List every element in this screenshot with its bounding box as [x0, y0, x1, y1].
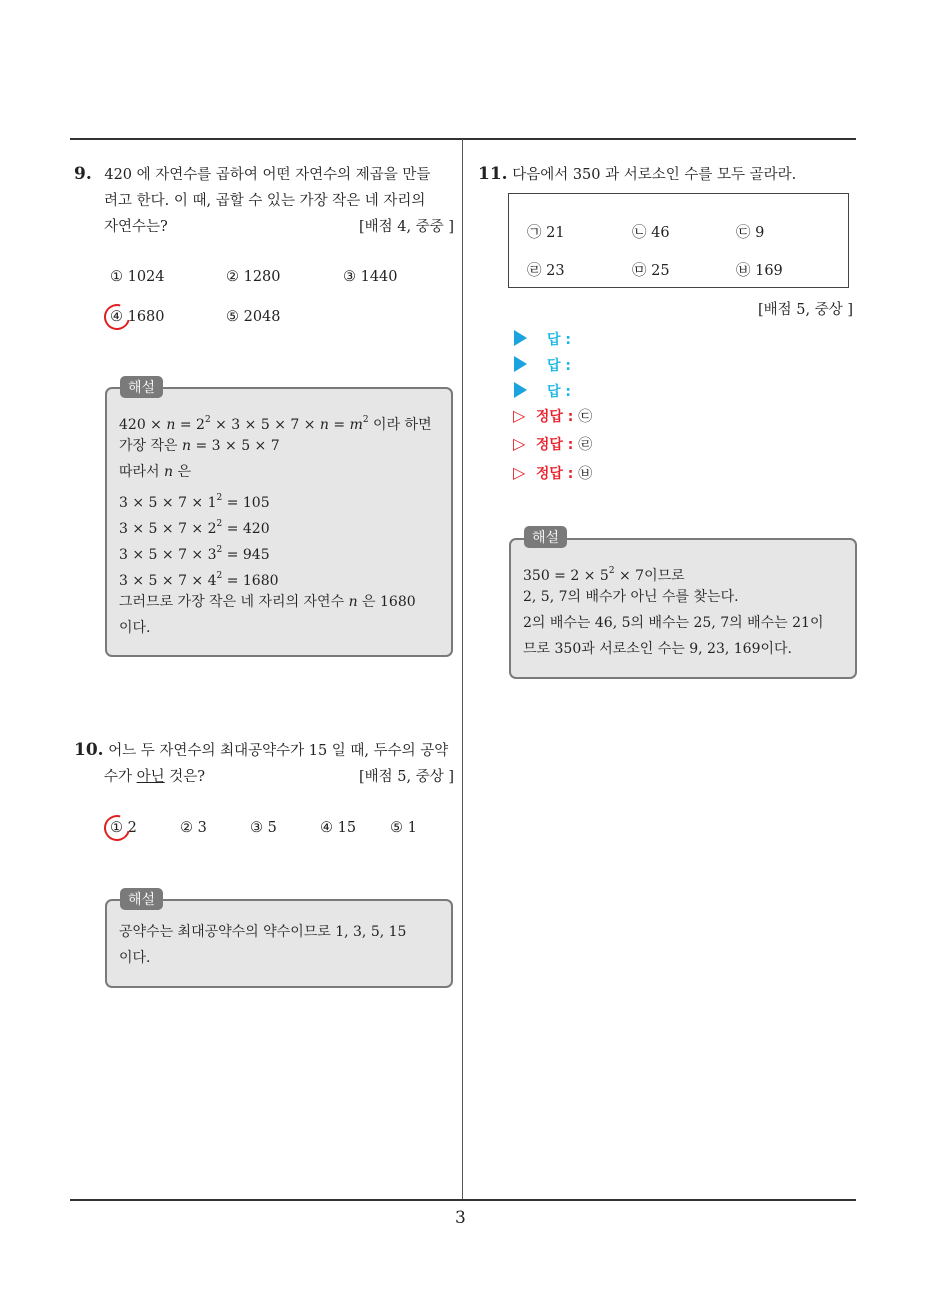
explanation-line: 므로 350과 서로소인 수는 9, 23, 169이다.	[523, 641, 792, 657]
question-text: 어느 두 자연수의 최대공약수가 15 일 때, 두수의 공약	[108, 743, 449, 759]
play-arrow-icon	[514, 382, 527, 398]
choice-3[interactable]: ③ 1440	[343, 269, 398, 285]
bottom-rule	[70, 1199, 856, 1201]
top-rule	[70, 138, 856, 140]
choice-5[interactable]: ⑤ 2048	[226, 309, 281, 325]
answer-row[interactable]	[514, 355, 571, 375]
option-digeut[interactable]: ㉢ 9	[736, 225, 765, 241]
question-number: 10.	[74, 740, 104, 760]
correct-label: 정답 :	[535, 409, 574, 425]
explanation-line: 2의 배수는 46, 5의 배수는 25, 7의 배수는 21이	[523, 615, 824, 631]
explanation-line: $3 \times 5 \times 7 \times 4^2 = 1680$	[119, 571, 279, 589]
correct-answer-row	[513, 406, 592, 426]
question-number: 9.	[74, 164, 92, 184]
correct-answer-row	[513, 434, 592, 454]
choice-5[interactable]: ⑤ 1	[390, 820, 417, 836]
choice-3[interactable]: ③ 5	[250, 820, 277, 836]
option-bieup[interactable]: ㉥ 169	[736, 263, 783, 279]
choice-2[interactable]: ② 1280	[226, 269, 281, 285]
explanation-box	[105, 899, 453, 988]
score-label: [배점 5, 중상 ]	[358, 769, 454, 785]
answer-label: 답 :	[547, 358, 571, 374]
outline-triangle-icon: ▷	[513, 406, 526, 425]
option-mieum[interactable]: ㉤ 25	[632, 263, 670, 279]
question-9	[74, 161, 454, 240]
score-label: [배점 5, 중상 ]	[758, 302, 854, 318]
question-text: 420 에 자연수를 곱하여 어떤 자연수의 제곱을 만들	[104, 167, 431, 183]
explanation-line: 공약수는 최대공약수의 약수이므로 1, 3, 5, 15	[119, 924, 407, 940]
correct-answer: ㉢	[578, 409, 593, 425]
question-text: 자연수는?	[104, 219, 168, 235]
question-number: 11.	[478, 164, 508, 184]
answer-row[interactable]	[514, 329, 571, 349]
explanation-box	[105, 387, 453, 657]
answer-row[interactable]	[514, 381, 571, 401]
answer-label: 답 :	[547, 332, 571, 348]
correct-answer: ㉣	[578, 437, 593, 453]
answer-label: 답 :	[547, 384, 571, 400]
choice-4[interactable]: ④ 15	[320, 820, 357, 836]
choice-4[interactable]: ④ 1680	[110, 309, 165, 325]
explanation-line: $3 \times 5 \times 7 \times 3^2 = 945$	[119, 545, 270, 563]
correct-label: 정답 :	[535, 437, 574, 453]
question-text: 려고 한다. 이 때, 곱할 수 있는 가장 작은 네 자리의	[104, 193, 426, 209]
option-nieun[interactable]: ㉡ 46	[632, 225, 670, 241]
explanation-line: 따라서 n 은	[119, 464, 192, 480]
option-rieul[interactable]: ㉣ 23	[527, 263, 565, 279]
explanation-tag: 해설	[524, 526, 567, 548]
question-text: 수가	[104, 769, 137, 785]
option-giyeok[interactable]: ㉠ 21	[527, 225, 565, 241]
choice-1[interactable]: ① 2	[110, 820, 137, 836]
explanation-line: $3 \times 5 \times 7 \times 1^2 = 105$	[119, 493, 270, 511]
outline-triangle-icon: ▷	[513, 434, 526, 453]
outline-triangle-icon: ▷	[513, 463, 526, 482]
underlined-word: 아닌	[136, 769, 165, 785]
score-label: [배점 4, 중중 ]	[358, 219, 454, 235]
question-11	[478, 161, 796, 188]
correct-answer: ㉥	[578, 466, 593, 482]
play-arrow-icon	[514, 356, 527, 372]
explanation-tag: 해설	[120, 376, 163, 398]
correct-answer-row	[513, 463, 592, 483]
answer-mark-circle	[99, 299, 135, 335]
correct-label: 정답 :	[535, 466, 574, 482]
question-10	[74, 737, 454, 790]
column-divider	[462, 139, 463, 1201]
explanation-line: 2, 5, 7의 배수가 아닌 수를 찾는다.	[523, 589, 739, 605]
page-number: 3	[455, 1208, 466, 1228]
explanation-tag: 해설	[120, 888, 163, 910]
answer-mark-circle	[99, 810, 135, 846]
explanation-line: $350 = 2 \times 5^2 \times 7$이므로	[523, 566, 685, 584]
explanation-line: 가장 작은 n = 3 × 5 × 7	[119, 438, 280, 454]
play-arrow-icon	[514, 330, 527, 346]
question-text: 것은?	[164, 769, 206, 785]
explanation-line: $3 \times 5 \times 7 \times 2^2 = 420$	[119, 519, 270, 537]
explanation-line: 이다.	[119, 620, 151, 636]
choice-2[interactable]: ② 3	[180, 820, 207, 836]
explanation-line: 이다.	[119, 950, 151, 966]
explanation-line: $420 \times n = 2^2 \times 3 \times 5 \times 7 \times n = m^2$ 이라 하면	[119, 415, 432, 433]
explanation-box	[509, 538, 857, 679]
question-text: 다음에서 350 과 서로소인 수를 모두 골라라.	[512, 167, 797, 183]
explanation-line: 그러므로 가장 작은 네 자리의 자연수 n 은 1680	[119, 594, 416, 610]
choice-1[interactable]: ① 1024	[110, 269, 165, 285]
